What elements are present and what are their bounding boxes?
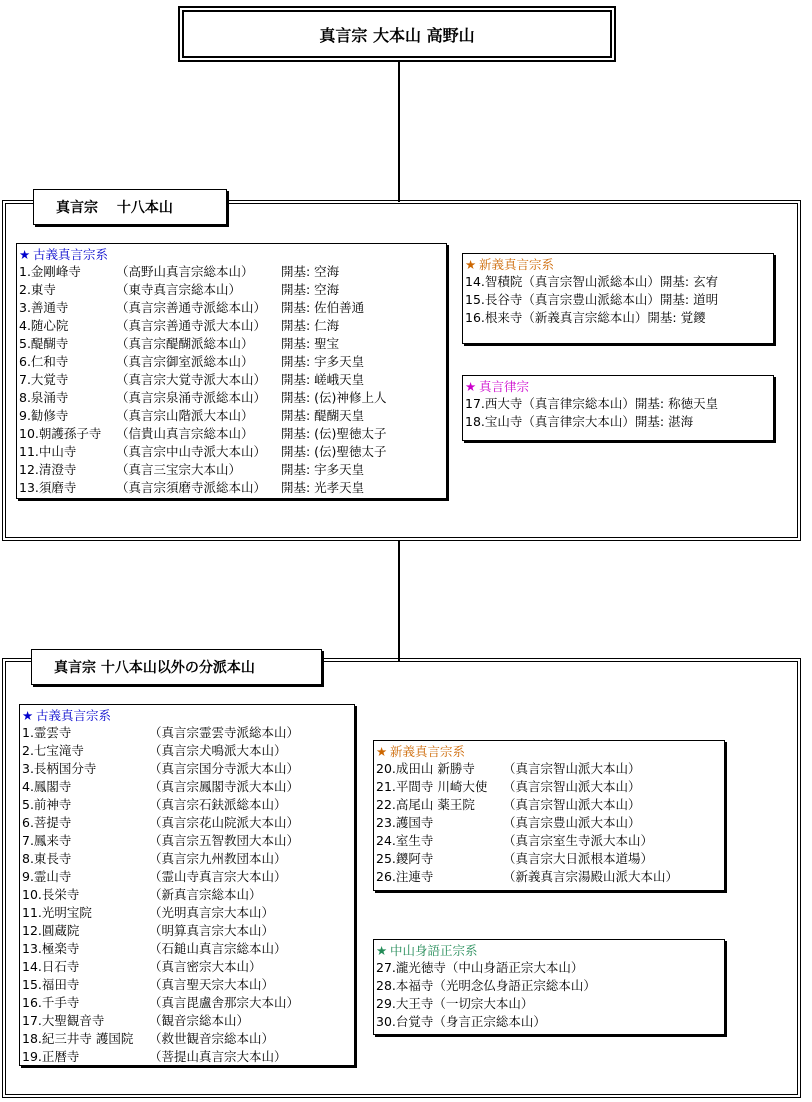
- list-item: [19, 353, 444, 371]
- list-item: [465, 273, 771, 291]
- temple-sect: （身言正宗総本山）: [433, 1014, 546, 1029]
- temple-name: 30.台覚寺: [376, 1014, 434, 1029]
- temple-sect: （霊山寺真言宗大本山）: [149, 869, 287, 884]
- connector-top: [398, 62, 400, 202]
- star-icon: ★: [465, 257, 477, 272]
- temple-sect: （光明真言宗大本山）: [149, 905, 275, 920]
- temple-sect: （明算真言宗大本山）: [149, 923, 275, 938]
- section2-shingi-heading: 新義真言宗系: [390, 744, 466, 759]
- temple-founder: 開基: 道明: [659, 292, 719, 307]
- list-item: [376, 868, 722, 886]
- section1-kogi-list: [16, 243, 447, 499]
- temple-sect: （真言宗須磨寺派総本山）: [116, 480, 267, 495]
- section2-title-box: [31, 649, 322, 685]
- temple-name: 15.長谷寺: [465, 292, 523, 307]
- temple-name: 5.前神寺: [22, 797, 72, 812]
- temple-founder: 開基: 仁海: [281, 318, 340, 333]
- temple-name: 3.善通寺: [19, 300, 69, 315]
- star-icon: ★: [465, 379, 477, 394]
- temple-founder: 開基: 光孝天皇: [281, 480, 365, 495]
- temple-sect: （真言宗犬鳴派大本山）: [149, 743, 287, 758]
- list-item: [19, 281, 444, 299]
- temple-sect: （新義真言宗総本山）: [522, 310, 648, 325]
- list-item: [22, 958, 352, 976]
- temple-name: 13.極楽寺: [22, 941, 80, 956]
- list-item: [465, 395, 771, 413]
- list-item: [376, 959, 722, 977]
- temple-sect: （東寺真言宗総本山）: [116, 282, 242, 297]
- section1-ritsu-heading: 真言律宗: [479, 379, 530, 394]
- temple-name: 23.護国寺: [376, 815, 434, 830]
- temple-name: 8.泉涌寺: [19, 390, 69, 405]
- section1-kogi-heading: 古義真言宗系: [33, 247, 109, 262]
- temple-name: 20.成田山 新勝寺: [376, 761, 475, 776]
- list-item: [22, 742, 352, 760]
- section2-shingi-list: [373, 740, 725, 891]
- temple-name: 18.宝山寺: [465, 414, 523, 429]
- temple-name: 26.注連寺: [376, 869, 434, 884]
- temple-name: 25.鑁阿寺: [376, 851, 434, 866]
- temple-name: 11.中山寺: [19, 444, 77, 459]
- temple-sect: （真言宗智山派大本山）: [503, 761, 641, 776]
- temple-sect: （真言三宝宗大本山）: [116, 462, 242, 477]
- list-item: [22, 796, 352, 814]
- list-item: [465, 309, 771, 327]
- temple-name: 14.日石寺: [22, 959, 80, 974]
- temple-name: 17.西大寺: [465, 396, 523, 411]
- temple-name: 14.智積院: [465, 274, 523, 289]
- temple-name: 16.千手寺: [22, 995, 80, 1010]
- list-item: [19, 317, 444, 335]
- list-item: [19, 299, 444, 317]
- star-icon: ★: [19, 247, 31, 262]
- list-item: [19, 371, 444, 389]
- temple-name: 9.霊山寺: [22, 869, 72, 884]
- temple-name: 7.鳳来寺: [22, 833, 72, 848]
- temple-sect: （真言宗御室派総本山）: [116, 354, 254, 369]
- temple-sect: （真言宗霊雲寺派総本山）: [149, 725, 300, 740]
- list-item: [376, 796, 722, 814]
- temple-sect: （真言宗善通寺派総本山）: [116, 300, 267, 315]
- temple-founder: 開基: 佐伯善通: [281, 300, 365, 315]
- temple-name: 18.紀三井寺 護国院: [22, 1031, 134, 1046]
- temple-name: 6.仁和寺: [19, 354, 69, 369]
- section1-title-box: [33, 189, 227, 225]
- temple-sect: （真言宗醍醐派総本山）: [116, 336, 254, 351]
- list-item: [19, 479, 444, 497]
- temple-sect: （真言宗智山派大本山）: [503, 797, 641, 812]
- section1-ritsu-list: [462, 375, 774, 441]
- list-item: [22, 868, 352, 886]
- temple-name: 21.平間寺 川崎大使: [376, 779, 488, 794]
- temple-sect: （真言宗花山院派大本山）: [149, 815, 300, 830]
- list-item: [376, 832, 722, 850]
- temple-name: 13.須磨寺: [19, 480, 77, 495]
- temple-sect: （真言宗泉涌寺派総本山）: [116, 390, 267, 405]
- list-item: [19, 335, 444, 353]
- list-item: [19, 425, 444, 443]
- temple-sect: （真言宗中山寺派大本山）: [116, 444, 267, 459]
- temple-founder: 開基: 宇多天皇: [281, 462, 365, 477]
- list-item: [22, 886, 352, 904]
- temple-founder: 開基: (伝)聖徳太子: [281, 444, 387, 459]
- temple-name: 4.鳳閣寺: [22, 779, 72, 794]
- section2-kogi-list: [19, 704, 355, 1066]
- list-item: [22, 994, 352, 1012]
- list-item: [22, 922, 352, 940]
- temple-sect: （真言宗国分寺派大本山）: [149, 761, 300, 776]
- star-icon: ★: [376, 943, 388, 958]
- temple-sect: （真言律宗大本山）: [522, 414, 635, 429]
- list-item: [376, 995, 722, 1013]
- list-item: [19, 461, 444, 479]
- temple-sect: （真言律宗総本山）: [522, 396, 635, 411]
- temple-name: 8.東長寺: [22, 851, 72, 866]
- temple-name: 28.本福寺: [376, 978, 434, 993]
- temple-founder: 開基: 空海: [281, 264, 340, 279]
- list-item: [376, 977, 722, 995]
- temple-founder: 開基: (伝)神修上人: [281, 390, 387, 405]
- list-item: [19, 443, 444, 461]
- section1-kogi-header: [19, 246, 444, 263]
- section2-nakayama-heading: 中山身語正宗系: [390, 943, 478, 958]
- temple-sect: （真言宗室生寺派大本山）: [503, 833, 654, 848]
- temple-founder: 開基: 空海: [281, 282, 340, 297]
- list-item: [19, 389, 444, 407]
- temple-founder: 開基: 醍醐天皇: [281, 408, 365, 423]
- list-item: [22, 904, 352, 922]
- temple-name: 17.大聖観音寺: [22, 1013, 105, 1028]
- temple-sect: （真言宗九州教団本山）: [149, 851, 287, 866]
- temple-name: 7.大覚寺: [19, 372, 69, 387]
- temple-name: 2.七宝滝寺: [22, 743, 84, 758]
- list-item: [376, 850, 722, 868]
- temple-name: 2.東寺: [19, 282, 56, 297]
- section1-title: 真言宗 十八本山: [56, 200, 173, 216]
- temple-sect: （真言宗智山派大本山）: [503, 779, 641, 794]
- temple-name: 1.霊雲寺: [22, 725, 72, 740]
- list-item: [465, 413, 771, 431]
- temple-founder: 開基: 称徳天皇: [634, 396, 719, 411]
- star-icon: ★: [22, 708, 34, 723]
- star-icon: ★: [376, 744, 388, 759]
- main-title-box: [178, 6, 616, 62]
- section2-title: 真言宗 十八本山以外の分派本山: [54, 660, 255, 676]
- temple-name: 15.福田寺: [22, 977, 80, 992]
- section1-shingi-heading: 新義真言宗系: [479, 257, 555, 272]
- temple-sect: （光明念仏身語正宗総本山）: [433, 978, 596, 993]
- temple-sect: （真言宗大覚寺派大本山）: [116, 372, 267, 387]
- temple-founder: 開基: 湛海: [634, 414, 694, 429]
- list-item: [376, 760, 722, 778]
- list-item: [22, 1030, 352, 1048]
- temple-name: 27.瀧光徳寺: [376, 960, 446, 975]
- temple-founder: 開基: (伝)聖徳太子: [281, 426, 387, 441]
- temple-name: 10.長栄寺: [22, 887, 80, 902]
- list-item: [22, 760, 352, 778]
- temple-sect: （観音宗総本山）: [149, 1013, 250, 1028]
- section2-kogi-heading: 古義真言宗系: [36, 708, 112, 723]
- list-item: [22, 1012, 352, 1030]
- section1-ritsu-header: [465, 378, 771, 395]
- temple-sect: （真言宗豊山派総本山）: [522, 292, 660, 307]
- temple-name: 1.金剛峰寺: [19, 264, 81, 279]
- temple-founder: 開基: 嵯峨天皇: [281, 372, 365, 387]
- temple-name: 22.高尾山 薬王院: [376, 797, 475, 812]
- temple-sect: （真言宗鳳閣寺派大本山）: [149, 779, 300, 794]
- temple-sect: （真言毘盧舎那宗大本山）: [149, 995, 300, 1010]
- temple-name: 5.醍醐寺: [19, 336, 69, 351]
- temple-founder: 開基: 玄宥: [659, 274, 719, 289]
- temple-name: 3.長柄国分寺: [22, 761, 97, 776]
- temple-sect: （真言宗豊山派大本山）: [503, 815, 641, 830]
- temple-sect: （一切宗大本山）: [433, 996, 534, 1011]
- section1-shingi-list: [462, 253, 774, 344]
- temple-founder: 開基: 宇多天皇: [281, 354, 365, 369]
- list-item: [19, 263, 444, 281]
- temple-sect: （救世観音宗総本山）: [149, 1031, 275, 1046]
- section2-kogi-header: [22, 707, 352, 724]
- list-item: [22, 850, 352, 868]
- section1-shingi-header: [465, 256, 771, 273]
- temple-name: 12.圓蔵院: [22, 923, 80, 938]
- list-item: [22, 1048, 352, 1066]
- temple-sect: （真言宗五智教団大本山）: [149, 833, 300, 848]
- temple-sect: （中山身語正宗大本山）: [445, 960, 584, 975]
- temple-sect: （石鎚山真言宗総本山）: [149, 941, 287, 956]
- temple-name: 12.清澄寺: [19, 462, 77, 477]
- temple-name: 4.随心院: [19, 318, 69, 333]
- list-item: [376, 814, 722, 832]
- temple-name: 19.正暦寺: [22, 1049, 80, 1064]
- temple-name: 9.勧修寺: [19, 408, 69, 423]
- temple-sect: （新真言宗総本山）: [149, 887, 262, 902]
- temple-sect: （真言宗善通寺派大本山）: [116, 318, 267, 333]
- list-item: [22, 832, 352, 850]
- list-item: [376, 778, 722, 796]
- list-item: [22, 778, 352, 796]
- temple-name: 24.室生寺: [376, 833, 434, 848]
- list-item: [465, 291, 771, 309]
- temple-sect: （信貴山真言宗総本山）: [116, 426, 254, 441]
- list-item: [22, 814, 352, 832]
- temple-name: 11.光明宝院: [22, 905, 92, 920]
- list-item: [22, 940, 352, 958]
- section2-shingi-header: [376, 743, 722, 760]
- temple-sect: （真言宗石鈇派総本山）: [149, 797, 287, 812]
- temple-sect: （真言宗山階派大本山）: [116, 408, 254, 423]
- list-item: [19, 407, 444, 425]
- list-item: [22, 976, 352, 994]
- temple-name: 6.菩提寺: [22, 815, 72, 830]
- temple-sect: （真言宗智山派総本山）: [522, 274, 660, 289]
- temple-founder: 開基: 聖宝: [281, 336, 340, 351]
- temple-name: 29.大王寺: [376, 996, 434, 1011]
- temple-sect: （真言宗大日派根本道場）: [503, 851, 654, 866]
- temple-sect: （新義真言宗湯殿山派大本山）: [503, 869, 679, 884]
- section2-nakayama-header: [376, 942, 722, 959]
- main-title: 真言宗 大本山 高野山: [319, 25, 475, 45]
- temple-sect: （真言聖天宗大本山）: [149, 977, 275, 992]
- temple-sect: （菩提山真言宗大本山）: [149, 1049, 287, 1064]
- connector-middle: [398, 540, 400, 662]
- list-item: [376, 1013, 722, 1031]
- temple-sect: （高野山真言宗総本山）: [116, 264, 254, 279]
- temple-founder: 開基: 覚鑁: [647, 310, 706, 325]
- temple-name: 10.朝護孫子寺: [19, 426, 102, 441]
- temple-sect: （真言密宗大本山）: [149, 959, 262, 974]
- list-item: [22, 724, 352, 742]
- temple-name: 16.根来寺: [465, 310, 523, 325]
- section2-nakayama-list: [373, 939, 725, 1035]
